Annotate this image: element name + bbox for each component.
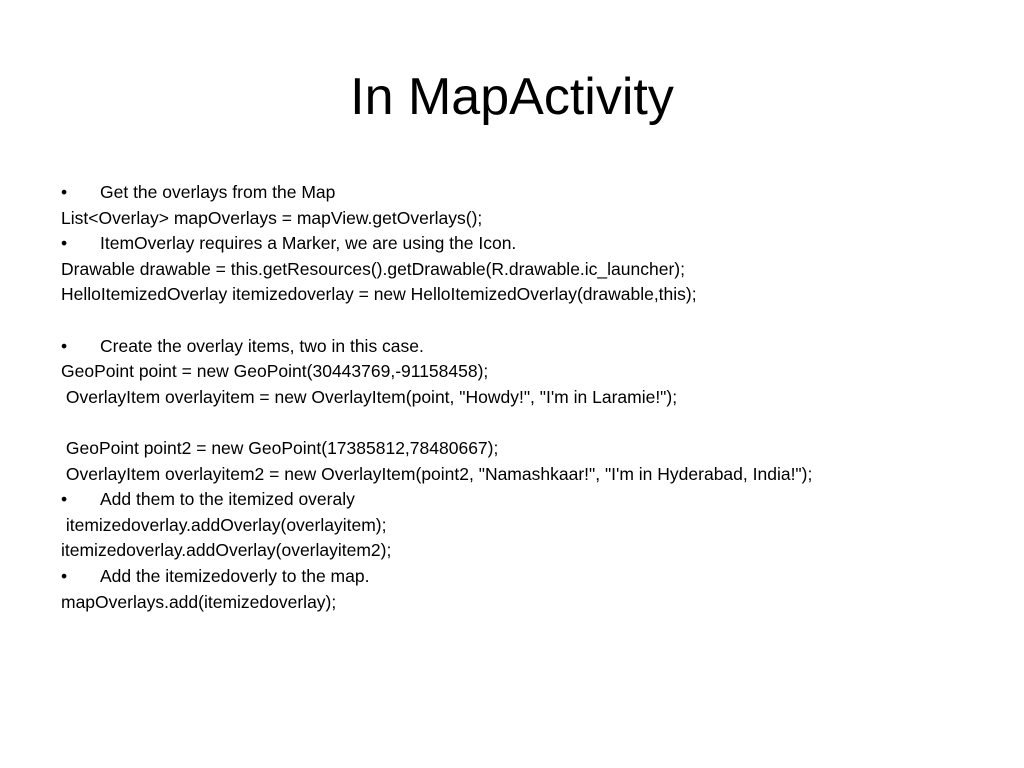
code-text: Drawable drawable = this.getResources().getDrawable(R.drawable.ic_launcher); [61,258,685,279]
code-text: itemizedoverlay.addOverlay(overlayitem); [61,514,387,535]
slide-body [61,180,981,615]
code-line [61,359,981,385]
code-text: GeoPoint point = new GeoPoint(30443769,-91158458); [61,361,489,382]
bullet-icon: • [61,489,68,510]
code-text: mapOverlays.add(itemizedoverlay); [61,591,337,612]
code-text: HelloItemizedOverlay itemizedoverlay = new HelloItemizedOverlay(drawable,this); [61,284,697,305]
code-line [61,206,981,232]
bullet-item [61,487,981,513]
code-line [61,282,981,308]
code-line [61,590,981,616]
bullet-icon: • [61,565,68,586]
bullet-item [61,180,981,206]
code-line [61,385,981,411]
bullet-text: Add the itemizedoverly to the map. [100,565,370,586]
bullet-icon: • [61,335,68,356]
bullet-text: ItemOverlay requires a Marker, we are using the Icon. [100,233,517,254]
bullet-item [61,564,981,590]
code-text: OverlayItem overlayitem2 = new OverlayItem(point2, "Namashkaar!", "I'm in Hyderabad, India!"); [61,463,813,484]
bullet-item [61,231,981,257]
code-line [61,436,981,462]
code-text: GeoPoint point2 = new GeoPoint(17385812,78480667); [61,437,499,458]
code-line [61,513,981,539]
code-line [61,257,981,283]
code-text: itemizedoverlay.addOverlay(overlayitem2); [61,540,392,561]
blank-line [61,410,981,436]
bullet-text: Create the overlay items, two in this case. [100,335,424,356]
bullet-icon: • [61,182,68,202]
bullet-text: Add them to the itemized overaly [100,489,355,510]
bullet-icon: • [61,233,68,254]
slide-title: In MapActivity [350,68,674,126]
code-line [61,538,981,564]
code-text: OverlayItem overlayitem = new OverlayItem(point, "Howdy!", "I'm in Laramie!"); [61,386,678,407]
code-text: List<Overlay> mapOverlays = mapView.getOverlays(); [61,207,483,228]
bullet-item [61,334,981,360]
blank-line [61,308,981,334]
code-line [61,462,981,488]
bullet-text: Get the overlays from the Map [100,182,336,202]
